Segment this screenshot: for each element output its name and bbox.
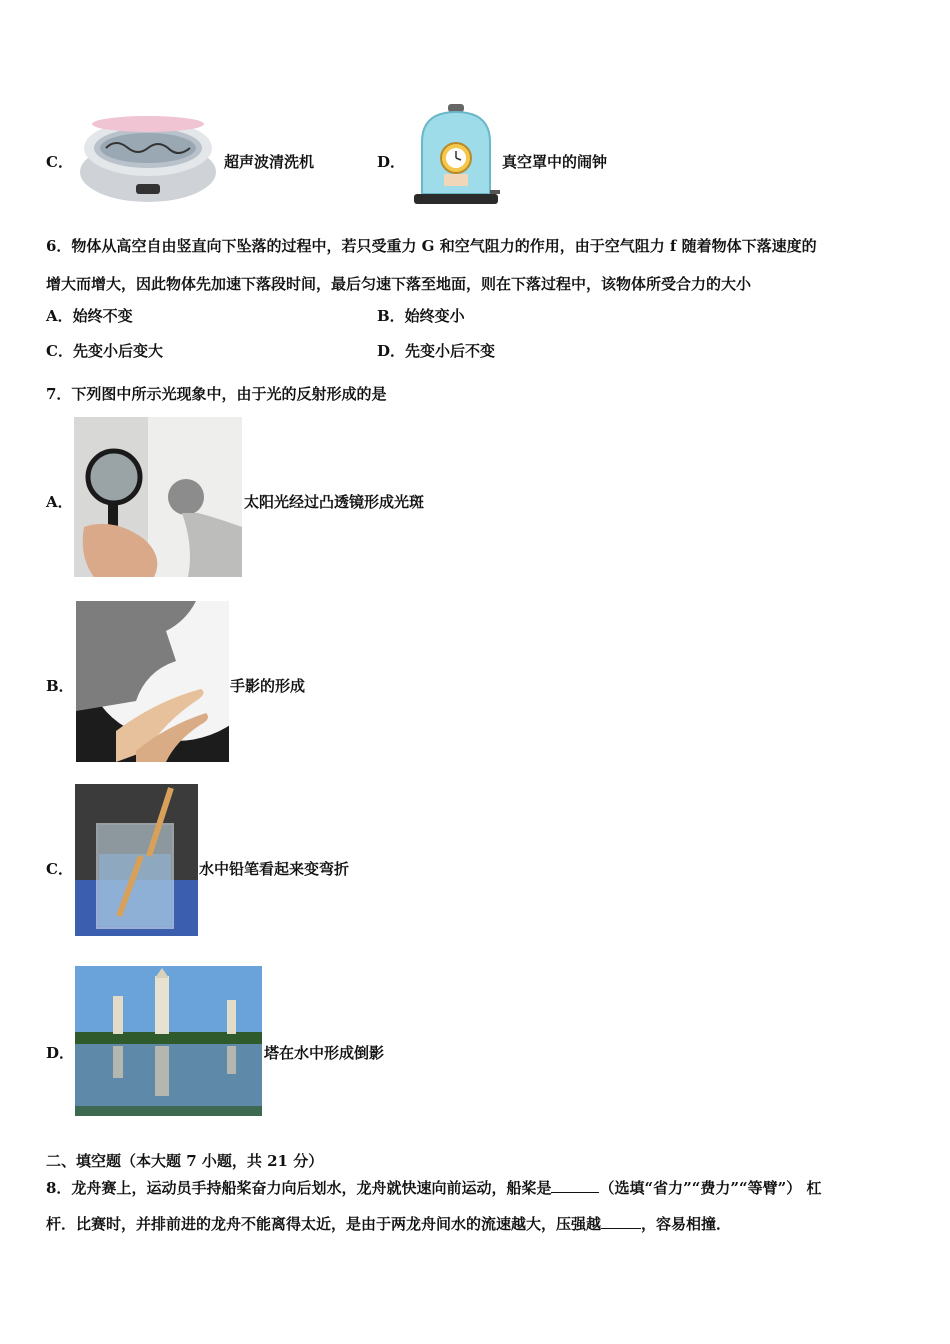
q7-stem: 7．下列图中所示光现象中，由于光的反射形成的是 [46,385,387,403]
q7-option-a-letter: A． [46,493,73,511]
q8-line2 [46,1214,731,1234]
q7-option-d-caption: 塔在水中形成倒影 [264,1044,385,1062]
q8-answer-blank-2[interactable] [601,1214,641,1229]
magnifier-light-spot-image [74,417,242,577]
q8-part1: 8．龙舟赛上，运动员手持船桨奋力向后划水，龙舟就快速向前运动，船桨是 [46,1179,552,1197]
q7-option-a-caption: 太阳光经过凸透镜形成光斑 [244,493,425,511]
q5-option-d-letter: D． [377,153,406,171]
q6-option-a: A．始终不变 [46,307,133,325]
q7-option-b-letter: B． [46,677,74,695]
q5-option-d-caption: 真空罩中的闹钟 [502,153,608,171]
q8-line1 [46,1178,821,1198]
q7-option-c-caption: 水中铅笔看起来变弯折 [199,860,350,878]
q6-option-c: C．先变小后变大 [46,342,163,360]
q7-option-c-letter: C． [46,860,73,878]
ultrasonic-cleaner-image [76,112,220,206]
q6-stem-line1: 6．物体从高空自由竖直向下坠落的过程中，若只受重力 G 和空气阻力的作用，由于空气阻力 f 随着物体下落速度的 [46,237,817,255]
pencil-in-water-image [75,784,198,936]
q5-option-c-caption: 超声波清洗机 [224,153,315,171]
q6-option-b: B．始终变小 [377,307,465,325]
q8-part4: ，容易相撞． [641,1215,732,1233]
q7-option-b-caption: 手影的形成 [230,677,306,695]
pagoda-reflection-image [75,966,262,1116]
vacuum-bell-jar-image [410,102,502,210]
q8-answer-blank-1[interactable] [551,1178,599,1193]
q6-option-d: D．先变小后不变 [377,342,496,360]
q5-option-c-letter: C． [46,153,73,171]
q8-part3: 杆．比赛时，并排前进的龙舟不能离得太近，是由于两龙舟间水的流速越大，压强越 [46,1215,602,1233]
q6-stem-line2: 增大而增大，因此物体先加速下落段时间，最后匀速下落至地面，则在下落过程中，该物体所受合力的大小 [46,275,752,293]
hand-shadow-image [76,601,229,762]
q8-part2: （选填“省力”“费力”“等臂”） 杠 [599,1179,822,1197]
q7-option-d-letter: D． [46,1044,75,1062]
section-title: 二、填空题（本大题 7 小题，共 21 分） [46,1152,324,1170]
